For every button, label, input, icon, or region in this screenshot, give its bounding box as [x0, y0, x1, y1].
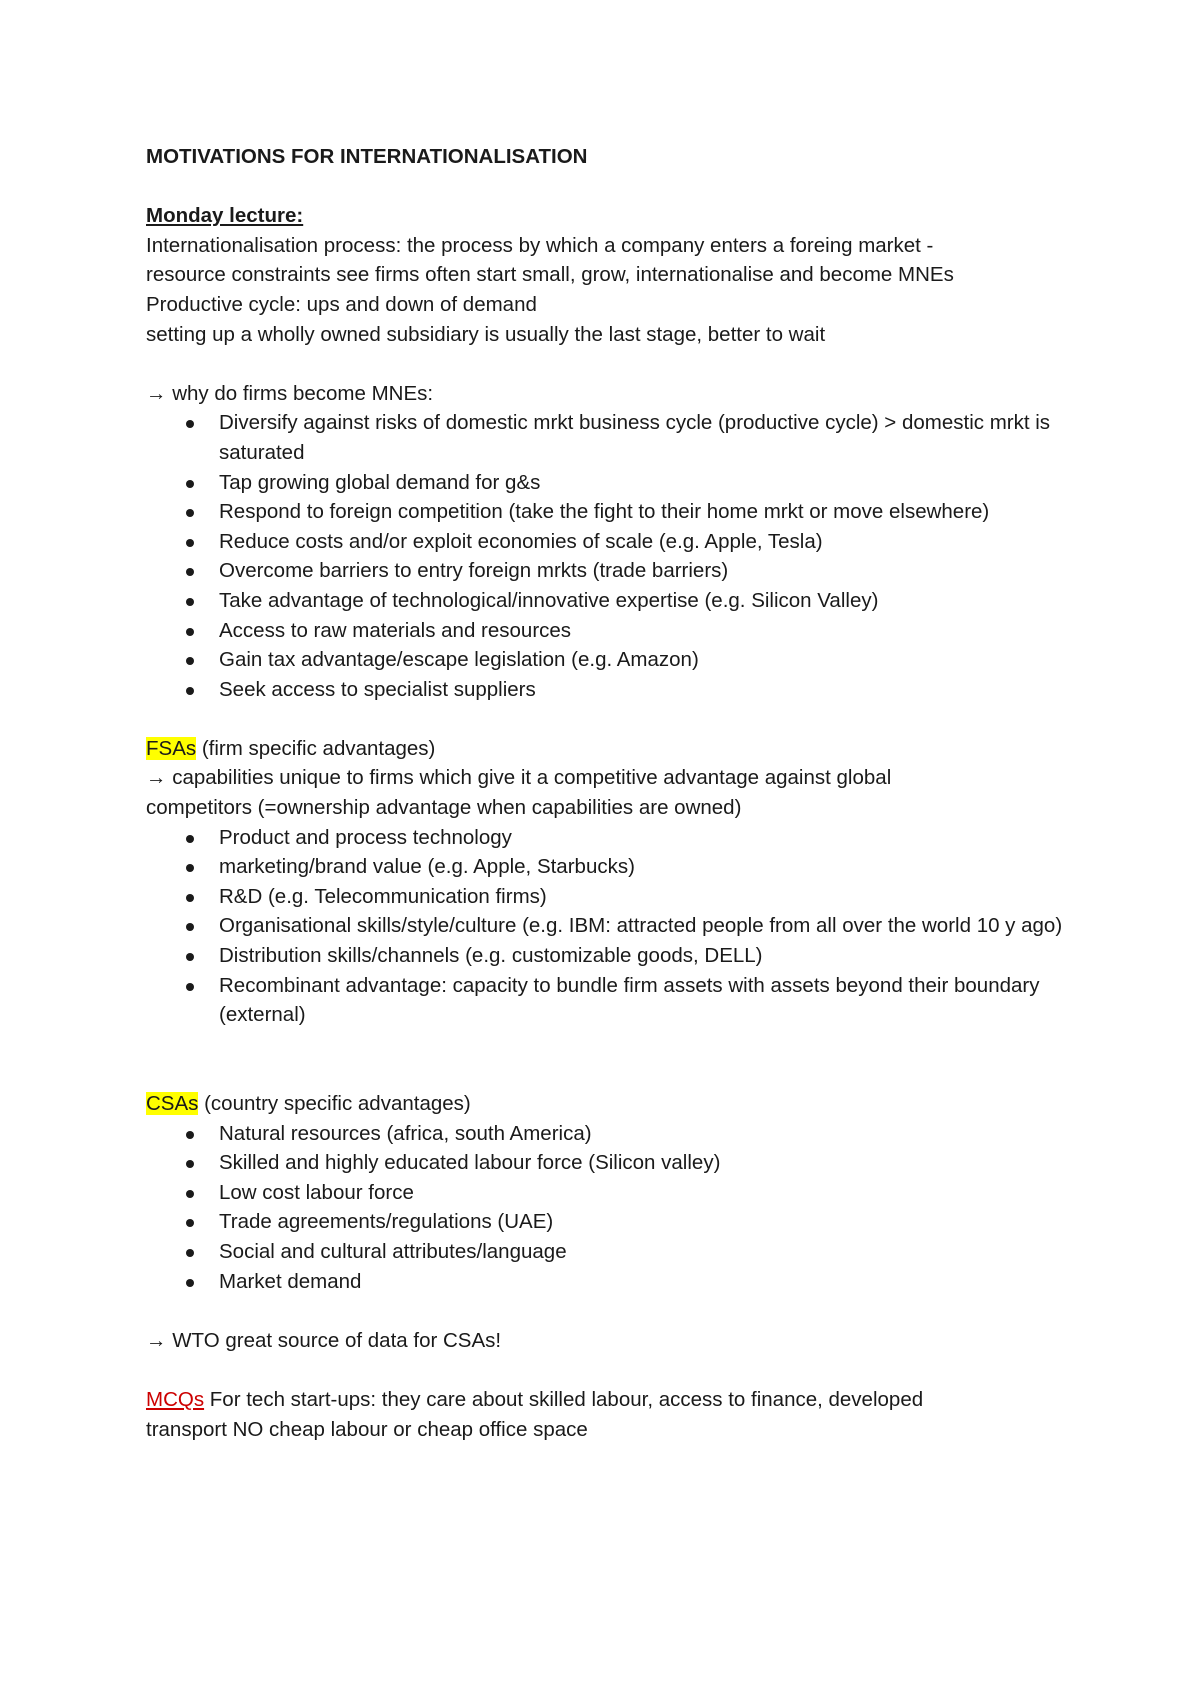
mcq-text: For tech start-ups: they care about skilled labour, access to finance, developed: [204, 1387, 924, 1411]
csa-list: [146, 1119, 1086, 1297]
fsa-description: competitors (=ownership advantage when capabilities are owned): [146, 796, 742, 820]
lecture-line: Internationalisation process: the process by which a company enters a foreing market -: [146, 233, 934, 257]
fsa-term-rest: (firm specific advantages): [196, 736, 436, 760]
fsa-description: → capabilities unique to firms which give it a competitive advantage against global: [146, 766, 892, 790]
lecture-heading: Monday lecture:: [146, 204, 304, 228]
list-item: Social and cultural attributes/language: [219, 1237, 1086, 1267]
list-item: Access to raw materials and resources: [219, 616, 1086, 646]
lecture-line: setting up a wholly owned subsidiary is usually the last stage, better to wait: [146, 322, 826, 346]
list-item: R&D (e.g. Telecommunication firms): [219, 882, 1086, 912]
spacer: [146, 1355, 1086, 1385]
list-item: Tap growing global demand for g&s: [219, 468, 1086, 498]
list-item: Skilled and highly educated labour force (Silicon valley): [219, 1148, 1086, 1178]
list-item: Recombinant advantage: capacity to bundle firm assets with assets beyond their boundary (external): [219, 971, 1079, 1030]
why-intro: → why do firms become MNEs:: [146, 381, 434, 405]
fsa-term: FSAs: [146, 736, 197, 760]
csa-term: CSAs: [146, 1092, 199, 1115]
mcq-link[interactable]: MCQs: [146, 1387, 205, 1411]
csa-heading: [146, 1089, 1086, 1119]
list-item: Natural resources (africa, south America): [219, 1119, 1086, 1149]
spacer: [146, 704, 1086, 734]
spacer: [146, 1030, 1086, 1089]
list-item: Organisational skills/style/culture (e.g. IBM: attracted people from all over the world 10 y ago): [219, 911, 1079, 941]
list-item: Take advantage of technological/innovative expertise (e.g. Silicon Valley): [219, 586, 1086, 616]
wto-note: → WTO great source of data for CSAs!: [146, 1328, 502, 1352]
spacer: [146, 172, 1086, 202]
list-item: Gain tax advantage/escape legislation (e.g. Amazon): [219, 645, 1086, 675]
document-title: MOTIVATIONS FOR INTERNATIONALISATION: [146, 145, 588, 168]
fsa-heading: [146, 734, 1086, 764]
why-list: [146, 408, 1086, 704]
mcq-note: [146, 1385, 1086, 1415]
list-item: Low cost labour force: [219, 1178, 1086, 1208]
mcq-note-line2: transport NO cheap labour or cheap office space: [146, 1417, 588, 1441]
lecture-line: resource constraints see firms often start small, grow, internationalise and become MNEs: [146, 263, 954, 287]
csa-term-rest: (country specific advantages): [198, 1092, 471, 1115]
list-item: Overcome barriers to entry foreign mrkts (trade barriers): [219, 556, 1086, 586]
list-item: Product and process technology: [219, 823, 1086, 853]
list-item: marketing/brand value (e.g. Apple, Starbucks): [219, 852, 1086, 882]
spacer: [146, 349, 1086, 379]
lecture-line: Productive cycle: ups and down of demand: [146, 292, 537, 316]
spacer: [146, 1296, 1086, 1326]
list-item: Seek access to specialist suppliers: [219, 675, 1086, 705]
list-item: Market demand: [219, 1267, 1086, 1297]
list-item: Diversify against risks of domestic mrkt business cycle (productive cycle) > domestic mrkt is saturated: [219, 408, 1079, 467]
list-item: Trade agreements/regulations (UAE): [219, 1207, 1086, 1237]
list-item: Distribution skills/channels (e.g. customizable goods, DELL): [219, 941, 1086, 971]
list-item: Reduce costs and/or exploit economies of scale (e.g. Apple, Tesla): [219, 527, 1086, 557]
list-item: Respond to foreign competition (take the fight to their home mrkt or move elsewhere): [219, 497, 1086, 527]
document-page: [146, 142, 1086, 1444]
fsa-list: [146, 823, 1086, 1030]
